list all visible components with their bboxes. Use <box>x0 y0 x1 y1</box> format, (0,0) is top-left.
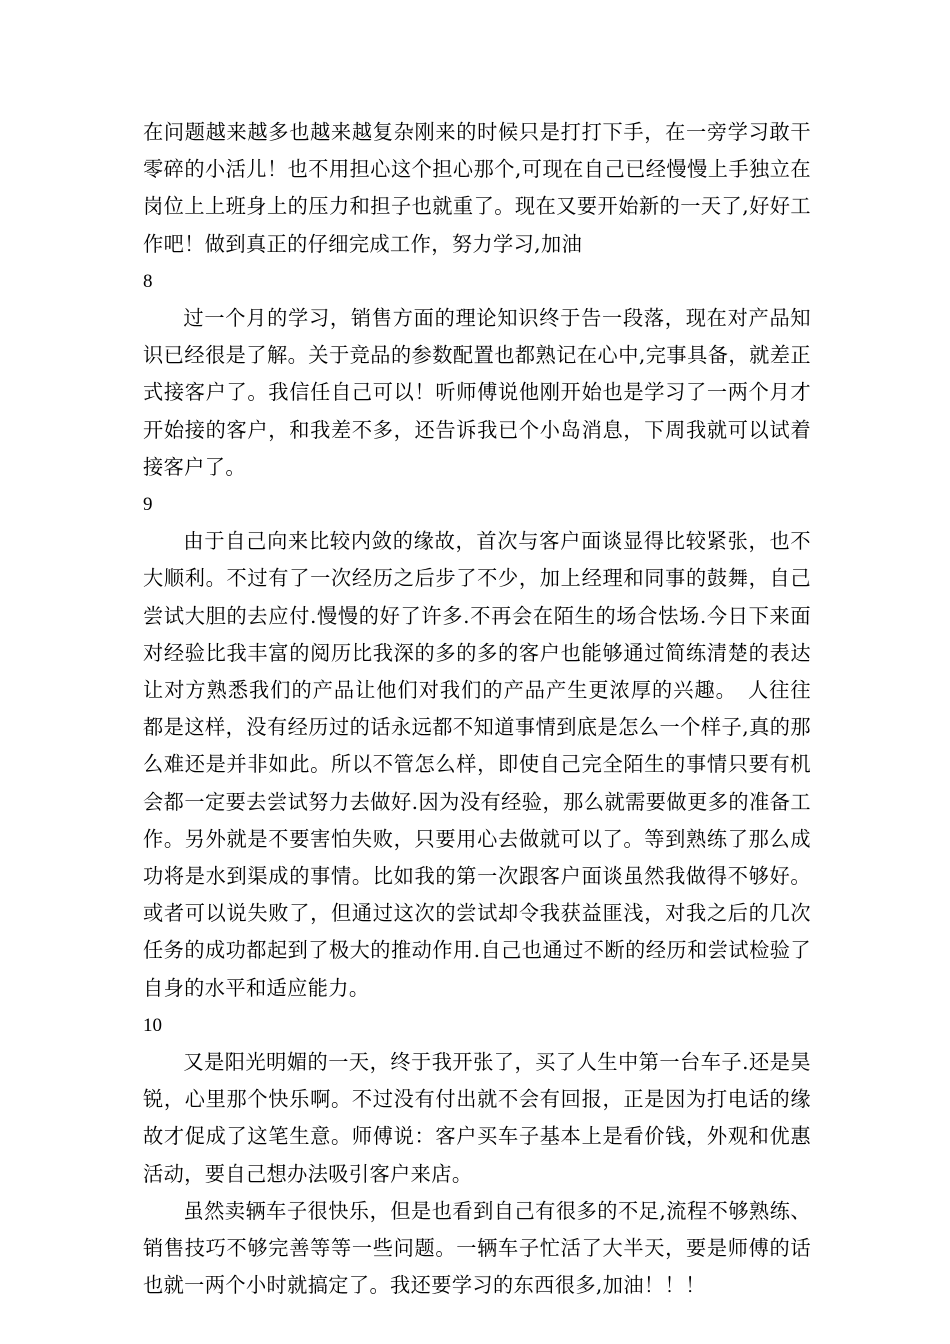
section-number-8: 8 <box>143 270 153 292</box>
paragraph-day-8: 过一个月的学习，销售方面的理论知识终于告一段落，现在对产品知识已经很是了解。关于竞品的参数配置也都熟记在心中,完事具备，就差正式接客户了。我信任自己可以！听师傅说他刚开始也是学习了一两个月才开始接的客户，和我差不多，还告诉我已个小岛消息，下周我就可以试着接客户了。 <box>143 306 811 479</box>
paragraph-day-10-first: 又是阳光明媚的一天，终于我开张了，买了人生中第一台车子.还是昊锐，心里那个快乐啊。不过没有付出就不会有回报，正是因为打电话的缘故才促成了这笔生意。师傅说：客户买车子基本上是看价钱，外观和优惠活动，要自己想办法吸引客户来店。 <box>143 1050 811 1186</box>
section-number-9: 9 <box>143 494 153 516</box>
paragraph-day-10-second: 虽然卖辆车子很快乐，但是也看到自己有很多的不足,流程不够熟练、销售技巧不够完善等等一些问题。一辆车子忙活了大半天，要是师傅的话也就一两个小时就搞定了。我还要学习的东西很多,加油！！！ <box>143 1198 811 1298</box>
document-body <box>143 114 811 1305</box>
paragraph-day-9: 由于自己向来比较内敛的缘故，首次与客户面谈显得比较紧张，也不大顺利。不过有了一次经历之后步了不少，加上经理和同事的鼓舞，自己尝试大胆的去应付.慢慢的好了许多.不再会在陌生的场合怯场.今日下来面对经验比我丰富的阅历比我深的多的多的客户也能够通过简练清楚的表达让对方熟悉我们的产品让他们对我们的产品产生更浓厚的兴趣。 人往往都是这样，没有经历过的话永远都不知道事情到底是怎么一个样子,真的那么难还是并非如此。所以不管怎么样，即使自己完全陌生的事情只要有机会都一定要去尝试努力去做好.因为没有经验，那么就需要做更多的准备工作。另外就是不要害怕失败，只要用心去做就可以了。等到熟练了那么成功将是水到渠成的事情。比如我的第一次跟客户面谈虽然我做得不够好。或者可以说失败了，但通过这次的尝试却令我获益匪浅，对我之后的几次任务的成功都起到了极大的推动作用.自己也通过不断的经历和尝试检验了自身的水平和适应能力。 <box>143 529 811 1000</box>
section-number-10: 10 <box>143 1014 162 1036</box>
paragraph-intro: 在问题越来越多也越来越复杂刚来的时候只是打打下手，在一旁学习敢干零碎的小活儿！也不用担心这个担心那个,可现在自己已经慢慢上手独立在岗位上上班身上的压力和担子也就重了。现在又要开始新的一天了,好好工作吧！做到真正的仔细完成工作，努力学习,加油 <box>143 120 811 256</box>
